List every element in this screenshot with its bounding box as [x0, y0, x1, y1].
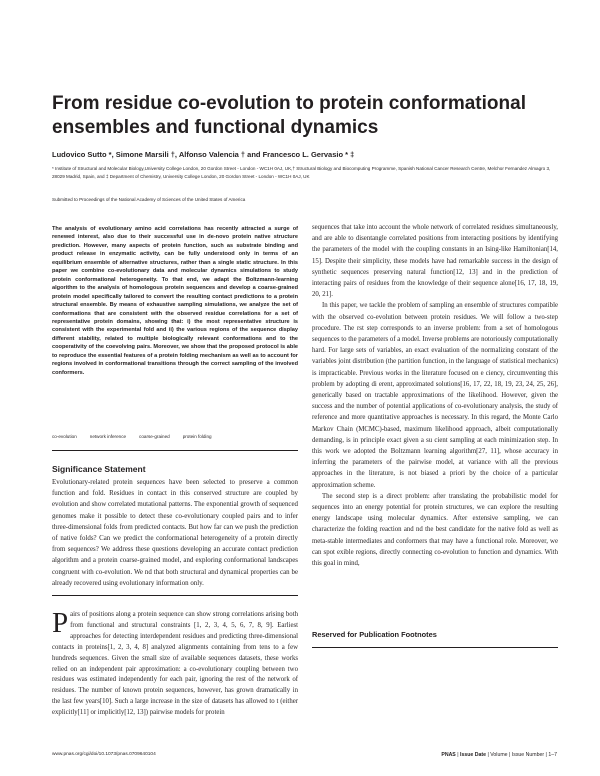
right-paragraph-1: sequences that take into account the whole network of correlated residues simultaneously, and are able to disentangle correlated positions from interacting positions by identifying the parameters of the model with the coupling constants in an Ising-like Hamiltonian[14, 15]. Despite their simplicity, these models have had remarkable success in the design of synthetic sequences preserving natural function[12, 13] and in the prediction of interacting pairs of residues from the knowledge of their sequence alone[16, 17, 18, 19, 20, 21].: [312, 224, 558, 299]
keyword-divider: [52, 450, 298, 451]
significance-body: Evolutionary-related protein sequences have been selected to preserve a common function and fold. Residues in contact in this conserved structure are coupled by evolution and show correlated mutational patterns. The exponential growth of sequenced genomes make it possible to detect these co-evolutionary coupled pairs and to infer three-dimensional folds from predicted contacts. But how far can we push the prediction of native folds? Can we predict the conformational heterogeneity of a protein directly from sequences? We address these questions developing an accurate contact prediction algorithm and a protein coarse-grained model, and exploring conformational landscapes congruent with co-evolution. We nd that both structural and dynamical properties can be already recovered using evolutionary information only.: [52, 479, 298, 587]
introduction-paragraph: [52, 607, 298, 719]
drop-cap: P: [52, 607, 69, 639]
keyword: network inference: [89, 434, 127, 439]
paper-title: From residue co-evolution to protein conformational ensembles and functional dynamics: [52, 93, 526, 138]
journal-name: PNAS: [441, 752, 456, 758]
author-list: Ludovico Sutto *, Simone Marsili †, Alfonso Valencia † and Francesco L. Gervasio * ‡: [52, 150, 355, 159]
submission-note: Submitted to Proceedings of the National Academy of Sciences of the United States of America: [52, 197, 246, 202]
footnotes-heading: Reserved for Publication Footnotes: [312, 630, 437, 639]
keyword: coarse-grained: [139, 434, 170, 439]
page-range: 1–7: [548, 752, 557, 758]
keyword: protein folding: [182, 434, 212, 439]
keyword: co-evolution: [52, 434, 77, 439]
doi-link[interactable]: www.pnas.org/cgi/doi/10.1073/pnas.0709640104: [52, 752, 156, 757]
introduction-text: airs of positions along a protein sequence can show strong correlations arising both from functional and structural constraints [1, 2, 3, 4, 5, 6, 7, 8, 9]. Earliest approaches for detecting interdependent residues and predicting three-dimensional contacts in proteins[1, 2, 3, 4, 8] analyzed alignments containing from tens to a few hundreds sequences. Given the small size of available sequences datasets, these works relied on an independent pair approximation: a co-evolutionary coupling between two residues was estimated independently for each pair, ignoring the rest of the network of residues. The number of known protein sequences, however, has grown dramatically in the last few years[10]. Such a large increase in the size of datasets has allowed to t (either explicitly[11] or implicitly[12, 13]) pairwise models for protein: [52, 611, 298, 717]
significance-divider: [52, 595, 298, 596]
footnotes-divider: [312, 647, 558, 648]
abstract: The analysis of evolutionary amino acid correlations has recently attracted a surge of renewed interest, also due to their successful use in de-novo protein native structure prediction. However, many aspects of protein function, such as substrate binding and product release in enzymatic activity, can be fully understood only in terms of an equilibrium ensemble of alternative structures, rather than a single static structure. In this paper we combine co-evolutionary data and molecular dynamics simulations to study protein conformational heterogeneity. To that end, we adapt the Boltzmann-learning algorithm to the analysis of homologous protein sequences and develop a coarse-grained protein model specifically tailored to convert the resulting contact predictions to a protein structural ensemble. By means of exhaustive sampling simulations, we analyze the set of conformations that are consistent with the observed residue correlations for a set of representative protein domains, showing that: i) the most representative structure is consistent with the experimental fold and ii) the various regions of the sequence display different stability, related to multiple biologically relevant conformations and to the cooperativity of the coevolving pairs. Moreover, we show that the proposed protocol is able to reproduce the essential features of a protein folding mechanism as well as to account for regions involved in conformational transitions through the correct sampling of the involved conformers.: [52, 226, 298, 376]
issue-date: Issue Date: [460, 752, 486, 758]
issue-number: Issue Number: [511, 752, 545, 758]
right-paragraph-3: The second step is a direct problem: after translating the probabilistic model for sequences into an energy potential for protein structures, we can explore the resulting energy landscape using molecular dynamics. After extensive sampling, we can characterize the folding reaction and nd the best candidate for the native fold as well as meta-stable intermediates and conformers that may have a functional role. Moreover, we can spot exible regions, directly connecting co-evolution to function and dynamics. With this goal in mind,: [312, 492, 558, 568]
page-footer: PNAS | Issue Date | Volume | Issue Number | 1–7: [441, 752, 557, 758]
volume: Volume: [490, 752, 508, 758]
keyword-list: [52, 434, 298, 439]
affiliations: * Institute of Structural and Molecular Biology,University College London, 20 Gordon Street - London - WC1H 0AJ, UK,† Structural Biology and Biocomputing Programme, Spanish National Cancer Research Centre, Melchor Fernandez Almagro 3, 28029 Madrid, Spain, and ‡ Department of Chemistry, University College London, 20 Gordon Street - London - WC1H 0AJ, UK: [52, 166, 551, 180]
right-paragraph-2: In this paper, we tackle the problem of sampling an ensemble of structures compatible with the observed co-evolution between protein residues. We will follow a two-step procedure. The rst step corresponds to an inverse problem: from a set of homologous sequences to the parameters of a model. Inverse problems are notoriously computationally hard. For large sets of variables, an exact evaluation of the normalizing constant of the variables joint distribution (the partition function, in the language of statistical mechanics) is impracticable. Previous works in the literature focused on e ciency, circumventing this problem by adopting di erent, approximated solutions[16, 17, 22, 18, 19, 23, 24, 25, 26], generically based on tractable approximations of the likelihood. However, given the success and the number of potential applications of co-evolutionary analysis, the study of reference and more quantitative approaches is necessary. In this regard, the Monte Carlo Markov Chain (MCMC)-based, maximum likelihood approach, albeit computationally demanding, is in principle exact given a su cient sampling at each minimization step. In this work we adopted the Boltzmann learning algorithm[27, 11], whose accuracy in inferring the parameters of the pairwise model, at variance with all the previous approaches in the literature, is not biased a priori by the choice of a particular approximation scheme.: [312, 302, 558, 489]
right-column: [312, 222, 558, 569]
significance-heading: Significance Statement: [52, 464, 146, 474]
